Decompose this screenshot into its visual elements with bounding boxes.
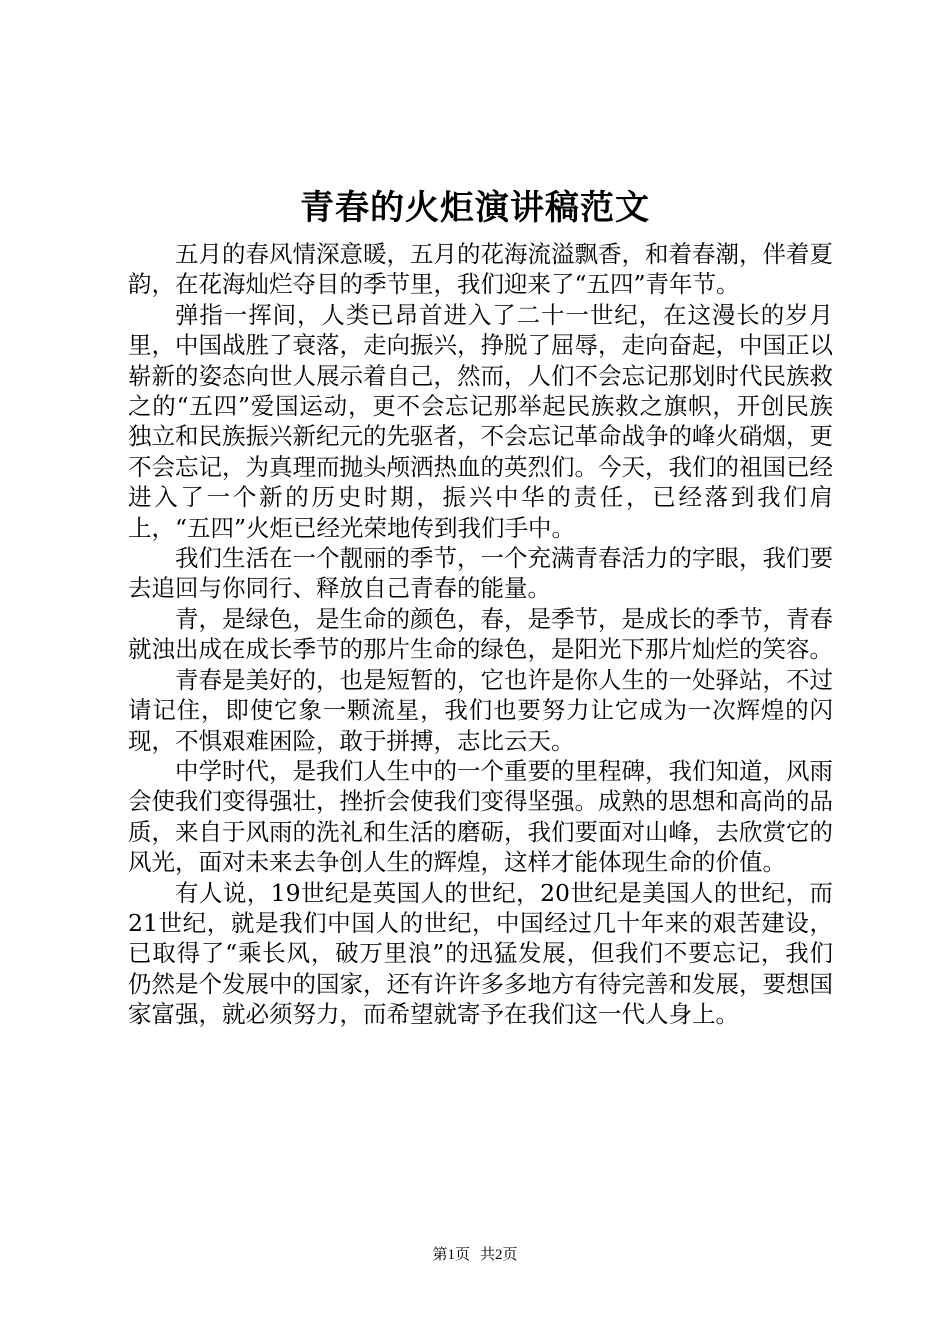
page-total: 共2页 (480, 1247, 518, 1263)
paragraph: 有人说，19世纪是英国人的世纪，20世纪是美国人的世纪，而21世纪，就是我们中国人的世纪，中国经过几十年来的艰苦建设，已取得了“乘长风，破万里浪”的迅猛发展，但我们不要忘记，我们仍然是个发展中的国家，还有许许多多地方有待完善和发展，要想国家富强，就必须努力，而希望就寄予在我们这一代人身上。 (128, 878, 833, 1029)
paragraph: 中学时代，是我们人生中的一个重要的里程碑，我们知道，风雨会使我们变得强壮，挫折会使我们变得坚强。成熟的思想和高尚的品质，来自于风雨的洗礼和生活的磨砺，我们要面对山峰，去欣赏它的风光，面对未来去争创人生的辉煌，这样才能体现生命的价值。 (128, 756, 833, 877)
page-footer (0, 1245, 950, 1265)
document-title: 青春的火炬演讲稿范文 (300, 188, 650, 228)
paragraph: 弹指一挥间，人类已昂首进入了二十一世纪，在这漫长的岁月里，中国战胜了衰落，走向振兴，挣脱了屈辱，走向奋起，中国正以崭新的姿态向世人展示着自己，然而，人们不会忘记那划时代民族救之的“五四”爱国运动，更不会忘记那举起民族救之旗帜，开创民族独立和民族振兴新纪元的先驱者，不会忘记革命战争的峰火硝烟，更不会忘记，为真理而抛头颅洒热血的英烈们。今天，我们的祖国已经进入了一个新的历史时期，振兴中华的责任，已经落到我们肩上，“五四”火炬已经光荣地传到我们手中。 (128, 300, 833, 542)
page-number: 第1页 (432, 1247, 470, 1263)
paragraph: 我们生活在一个靓丽的季节，一个充满青春活力的字眼，我们要去追回与你同行、释放自己青春的能量。 (128, 544, 833, 603)
paragraph: 青，是绿色，是生命的颜色，春，是季节，是成长的季节，青春就浊出成在成长季节的那片生命的绿色，是阳光下那片灿烂的笑容。 (128, 604, 833, 664)
paragraph: 青春是美好的，也是短暂的，它也许是你人生的一处驿站，不过请记住，即使它象一颗流星，我们也要努力让它成为一次辉煌的闪现，不惧艰难困险，敢于拼搏，志比云天。 (128, 665, 833, 755)
document-body (128, 239, 833, 1030)
paragraph: 五月的春风情深意暖，五月的花海流溢飘香，和着春潮，伴着夏韵，在花海灿烂夺目的季节里，我们迎来了“五四”青年节。 (128, 240, 833, 299)
